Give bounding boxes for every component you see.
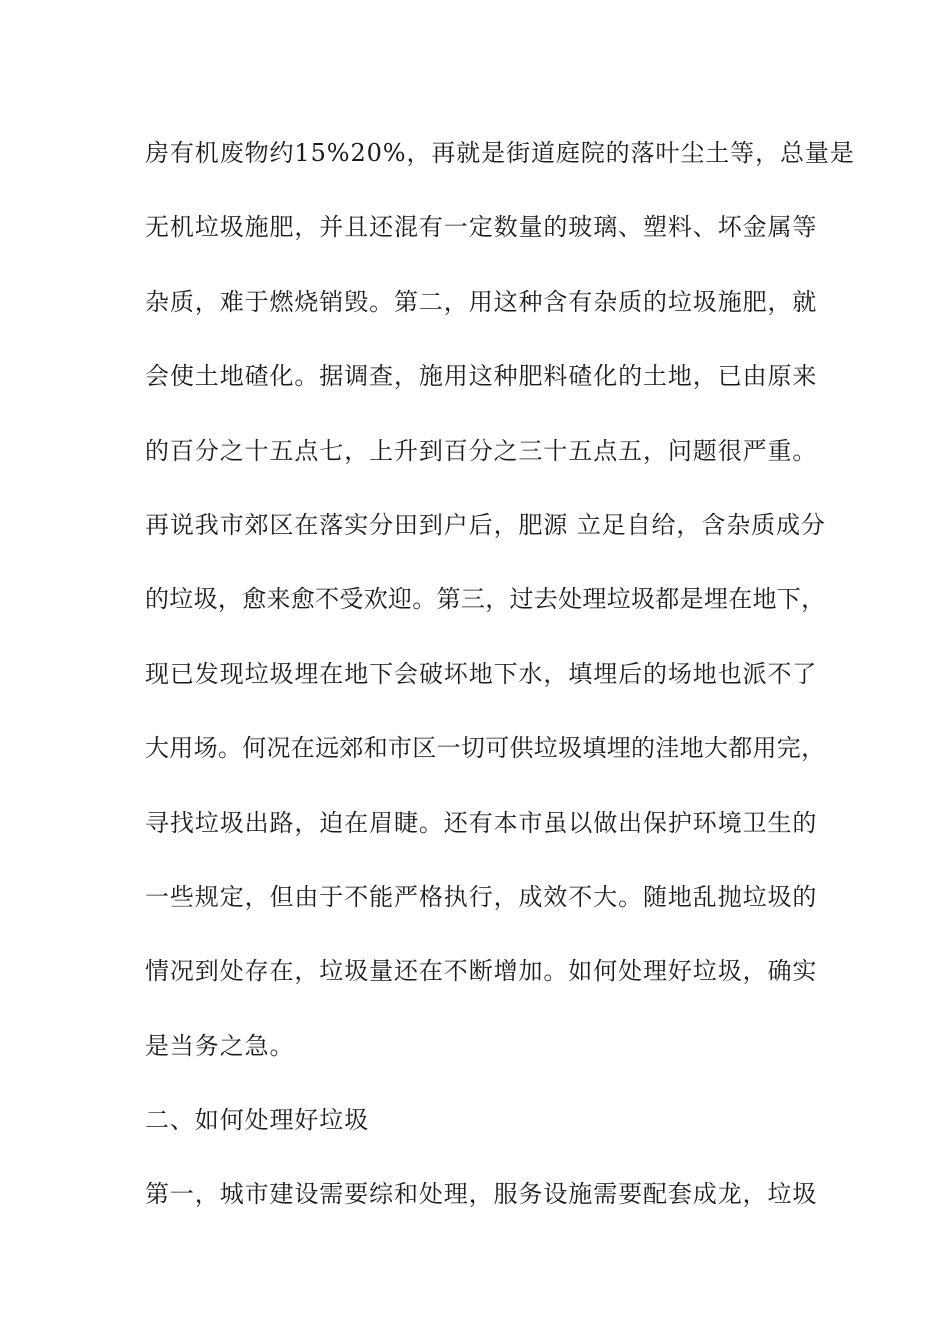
text-line: 一些规定，但由于不能严格执行，成效不大。随地乱抛垃圾的 xyxy=(145,882,818,911)
text-line: 的垃圾，愈来愈不受欢迎。第三，过去处理垃圾都是埋在地下， xyxy=(145,585,826,614)
text-line: 现已发现垃圾埋在地下会破坏地下水，填埋后的场地也派不了 xyxy=(145,659,818,688)
text-line: 寻找垃圾出路，迫在眉睫。还有本市虽以做出保护环境卫生的 xyxy=(145,808,818,837)
text-line: 大用场。何况在远郊和市区一切可供垃圾填埋的洼地大都用完， xyxy=(145,734,826,763)
text-line: 是当务之急。 xyxy=(145,1031,295,1060)
section-heading: 二、如何处理好垃圾 xyxy=(145,1106,370,1135)
text-line: 情况到处存在，垃圾量还在不断增加。如何处理好垃圾，确实 xyxy=(145,957,818,986)
text-line: 第一，城市建设需要综和处理，服务设施需要配套成龙，垃圾 xyxy=(145,1180,818,1209)
body-text xyxy=(145,126,855,1242)
text-line: 杂质，难于燃烧销毁。第二，用这种含有杂质的垃圾施肥，就 xyxy=(145,287,818,316)
text-line: 会使土地碴化。据调查，施用这种肥料碴化的土地，已由原来 xyxy=(145,362,818,391)
text-line: 再说我市郊区在落实分田到户后，肥源 立足自给，含杂质成分 xyxy=(145,510,826,539)
text-line: 无机垃圾施肥，并且还混有一定数量的玻璃、塑料、坏金属等 xyxy=(145,213,818,242)
text-line: 的百分之十五点七，上升到百分之三十五点五，问题很严重。 xyxy=(145,436,818,465)
text-line: 房有机废物约15%20%，再就是街道庭院的落叶尘土等，总量是 xyxy=(145,139,855,167)
